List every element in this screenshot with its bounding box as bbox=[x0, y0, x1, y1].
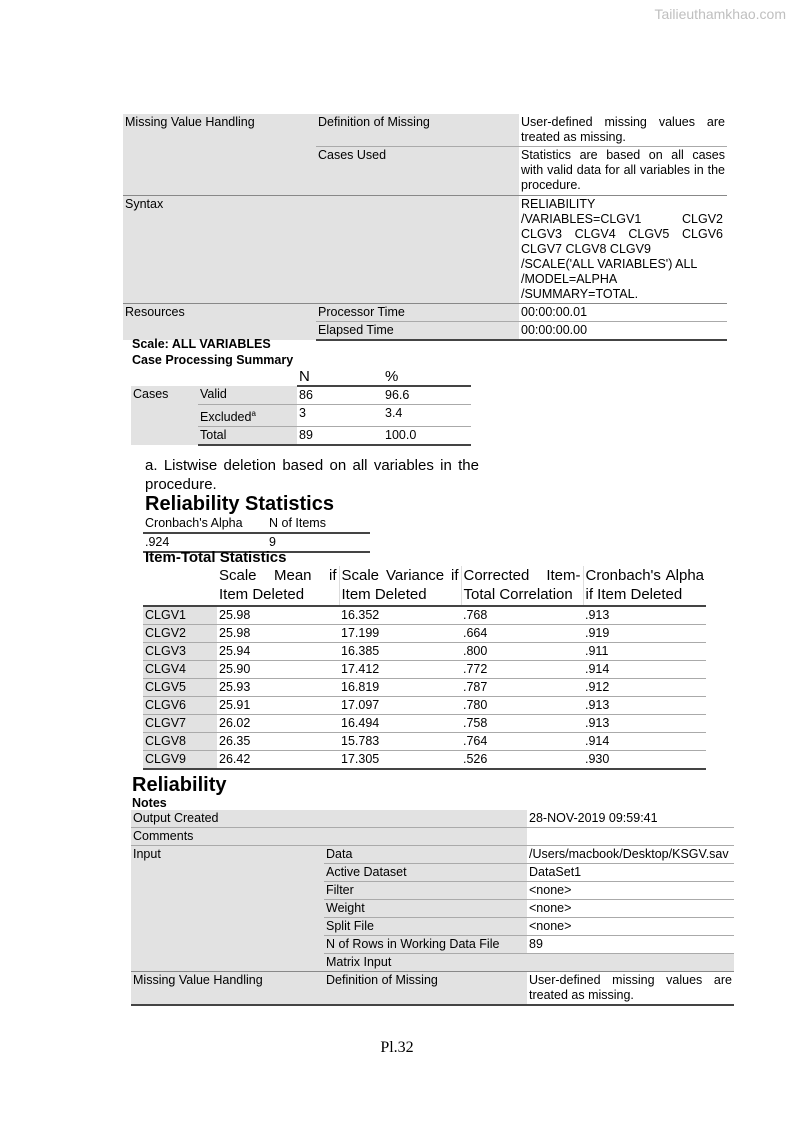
item-label: CLGV8 bbox=[143, 733, 217, 751]
cell-mean: 25.90 bbox=[217, 661, 339, 679]
header-alpha-deleted: Cronbach's Alpha if Item Deleted bbox=[583, 566, 706, 606]
row-label: Valid bbox=[198, 386, 297, 405]
row-value bbox=[527, 828, 734, 846]
row-label: Comments bbox=[131, 828, 527, 846]
cell-pct: 3.4 bbox=[383, 405, 471, 427]
table-header-row bbox=[143, 566, 706, 606]
header-pct: % bbox=[383, 368, 471, 386]
top-notes-table bbox=[123, 114, 727, 341]
row-label: Missing Value Handling bbox=[123, 114, 316, 196]
cell-correlation: .526 bbox=[461, 751, 583, 770]
cell-n: 89 bbox=[297, 427, 383, 446]
row-value: <none> bbox=[527, 918, 734, 936]
table-row bbox=[131, 972, 734, 1006]
reliability-statistics-table bbox=[143, 515, 370, 553]
table-header-row bbox=[131, 368, 471, 386]
row-sublabel: Definition of Missing bbox=[316, 114, 519, 147]
table-row bbox=[131, 828, 734, 846]
syntax-text: RELIABILITY /VARIABLES=CLGV1 CLGV2 CLGV3 CLGV4 CLGV5 CLGV6 CLGV7 CLGV8 CLGV9 /SCALE('ALL VARIABLES') ALL /MODEL=ALPHA /SUMMARY=TOTAL. bbox=[521, 197, 723, 301]
cell-variance: 17.199 bbox=[339, 625, 461, 643]
cell-alpha: .913 bbox=[583, 606, 706, 625]
item-label: CLGV1 bbox=[143, 606, 217, 625]
row-sublabel: Weight bbox=[324, 900, 527, 918]
row-value: <none> bbox=[527, 882, 734, 900]
footnote-marker: a bbox=[251, 409, 256, 418]
row-value: 00:00:00.01 bbox=[519, 304, 727, 322]
row-label: Resources bbox=[123, 304, 316, 341]
row-sublabel: Elapsed Time bbox=[316, 322, 519, 341]
row-sublabel: Matrix Input bbox=[324, 954, 527, 972]
group-label: Cases bbox=[131, 386, 198, 445]
cell-mean: 25.94 bbox=[217, 643, 339, 661]
cell-variance: 16.352 bbox=[339, 606, 461, 625]
item-total-title: Item-Total Statistics bbox=[145, 549, 287, 566]
table-header-row bbox=[143, 515, 370, 533]
item-total-table bbox=[143, 566, 706, 770]
row-value: DataSet1 bbox=[527, 864, 734, 882]
row-value bbox=[527, 954, 734, 972]
cell-alpha: .930 bbox=[583, 751, 706, 770]
row-label: Total bbox=[198, 427, 297, 446]
row-sublabel: Processor Time bbox=[316, 304, 519, 322]
cell-n: 3 bbox=[297, 405, 383, 427]
cell-correlation: .764 bbox=[461, 733, 583, 751]
cell-n: 86 bbox=[297, 386, 383, 405]
row-sublabel: Cases Used bbox=[316, 147, 519, 196]
header-items: N of Items bbox=[267, 515, 370, 533]
table-row bbox=[143, 643, 706, 661]
row-label: Input bbox=[131, 846, 324, 972]
reliability-title: Reliability bbox=[132, 774, 227, 796]
notes-table bbox=[131, 810, 734, 1006]
table-row bbox=[123, 304, 727, 322]
row-sublabel: Filter bbox=[324, 882, 527, 900]
cell-variance: 17.097 bbox=[339, 697, 461, 715]
cell-variance: 16.819 bbox=[339, 679, 461, 697]
table-row bbox=[131, 810, 734, 828]
cell-alpha: .924 bbox=[143, 533, 267, 552]
cell-pct: 96.6 bbox=[383, 386, 471, 405]
cell-correlation: .768 bbox=[461, 606, 583, 625]
cell-alpha: .911 bbox=[583, 643, 706, 661]
cell-variance: 17.305 bbox=[339, 751, 461, 770]
cell-variance: 17.412 bbox=[339, 661, 461, 679]
item-label: CLGV9 bbox=[143, 751, 217, 770]
item-label: CLGV4 bbox=[143, 661, 217, 679]
cell-mean: 25.91 bbox=[217, 697, 339, 715]
cell-variance: 15.783 bbox=[339, 733, 461, 751]
row-label: Output Created bbox=[131, 810, 527, 828]
item-label: CLGV5 bbox=[143, 679, 217, 697]
cell-mean: 26.02 bbox=[217, 715, 339, 733]
cell-correlation: .758 bbox=[461, 715, 583, 733]
row-sublabel: Definition of Missing bbox=[324, 972, 527, 1006]
cell-correlation: .800 bbox=[461, 643, 583, 661]
row-sublabel bbox=[316, 196, 519, 304]
cell-pct: 100.0 bbox=[383, 427, 471, 446]
row-value: Statistics are based on all cases with valid data for all variables in the procedure. bbox=[521, 148, 725, 192]
cell-correlation: .787 bbox=[461, 679, 583, 697]
table-row bbox=[123, 114, 727, 147]
cell-correlation: .772 bbox=[461, 661, 583, 679]
cell-correlation: .664 bbox=[461, 625, 583, 643]
row-label-cell bbox=[198, 405, 297, 427]
cell-mean: 25.98 bbox=[217, 606, 339, 625]
row-value: /Users/macbook/Desktop/KSGV.sav bbox=[527, 846, 734, 864]
header-variance: Scale Variance if Item Deleted bbox=[339, 566, 461, 606]
row-value: 89 bbox=[527, 936, 734, 954]
case-summary-title: Case Processing Summary bbox=[132, 353, 294, 367]
table-row bbox=[131, 846, 734, 864]
table-row bbox=[143, 697, 706, 715]
row-value: User-defined missing values are treated as missing. bbox=[527, 972, 734, 1006]
row-value: 28-NOV-2019 09:59:41 bbox=[527, 810, 734, 828]
syntax-block bbox=[519, 196, 727, 304]
cell-mean: 26.35 bbox=[217, 733, 339, 751]
header-mean: Scale Mean if Item Deleted bbox=[217, 566, 339, 606]
item-label: CLGV2 bbox=[143, 625, 217, 643]
cell-correlation: .780 bbox=[461, 697, 583, 715]
cell-alpha: .914 bbox=[583, 661, 706, 679]
cell-alpha: .919 bbox=[583, 625, 706, 643]
row-sublabel: Split File bbox=[324, 918, 527, 936]
cell-variance: 16.494 bbox=[339, 715, 461, 733]
row-sublabel: N of Rows in Working Data File bbox=[324, 936, 527, 954]
item-label: CLGV7 bbox=[143, 715, 217, 733]
table-row bbox=[143, 733, 706, 751]
row-label: Syntax bbox=[123, 196, 316, 304]
table-row bbox=[143, 625, 706, 643]
cell-alpha: .913 bbox=[583, 697, 706, 715]
header-alpha: Cronbach's Alpha bbox=[143, 515, 267, 533]
item-label: CLGV6 bbox=[143, 697, 217, 715]
table-row bbox=[143, 661, 706, 679]
cell-mean: 25.98 bbox=[217, 625, 339, 643]
scale-title: Scale: ALL VARIABLES bbox=[132, 337, 271, 351]
table-row bbox=[143, 715, 706, 733]
header-correlation: Corrected Item-Total Correlation bbox=[461, 566, 583, 606]
table-row bbox=[131, 386, 471, 405]
cell-mean: 26.42 bbox=[217, 751, 339, 770]
table-row bbox=[143, 606, 706, 625]
table-row bbox=[123, 196, 727, 304]
cell-alpha: .913 bbox=[583, 715, 706, 733]
header-n: N bbox=[297, 368, 383, 386]
table-row bbox=[143, 679, 706, 697]
cell-items: 9 bbox=[267, 533, 370, 552]
page-number: Pl.32 bbox=[380, 1039, 414, 1056]
reliability-statistics-title: Reliability Statistics bbox=[145, 493, 334, 515]
item-label: CLGV3 bbox=[143, 643, 217, 661]
row-value: <none> bbox=[527, 900, 734, 918]
row-sublabel: Active Dataset bbox=[324, 864, 527, 882]
row-value: 00:00:00.00 bbox=[519, 322, 727, 341]
footnote: a. Listwise deletion based on all variables in the procedure. bbox=[145, 457, 479, 493]
notes-title: Notes bbox=[132, 796, 167, 810]
cell-variance: 16.385 bbox=[339, 643, 461, 661]
cell-alpha: .914 bbox=[583, 733, 706, 751]
row-value: User-defined missing values are treated as missing. bbox=[519, 114, 727, 147]
table-row bbox=[143, 751, 706, 770]
header-blank bbox=[143, 566, 217, 606]
row-label: Missing Value Handling bbox=[131, 972, 324, 1006]
cell-alpha: .912 bbox=[583, 679, 706, 697]
row-sublabel: Data bbox=[324, 846, 527, 864]
watermark-text: Tailieuthamkhao.com bbox=[654, 6, 786, 22]
row-label: Excluded bbox=[200, 410, 252, 425]
cell-mean: 25.93 bbox=[217, 679, 339, 697]
case-summary-table bbox=[131, 368, 471, 446]
